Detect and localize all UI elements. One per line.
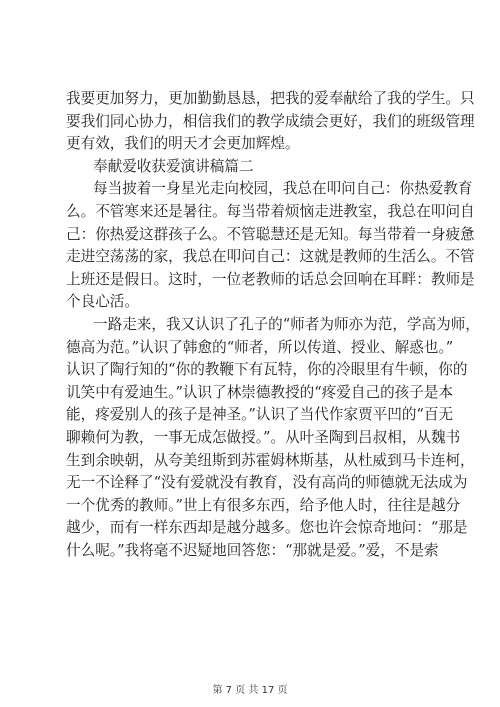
text-line: 越少，而有一样东西却是越分越多。您也许会惊奇地问：“那是 (66, 519, 468, 537)
text-line: 更有效，我们的明天才会更加辉煌。 (66, 135, 300, 153)
text-line: 什么呢。”我将毫不迟疑地回答您：“那就是爱。”爱，不是索 (66, 541, 439, 559)
text-line: 我要更加努力，更加勤勤恳恳，把我的爱奉献给了我的学生。只 (66, 90, 475, 107)
text-line: 个良心活。 (66, 293, 139, 311)
text-line: 上班还是假日。这时，一位老教师的话总会回响在耳畔：教师是 (66, 270, 475, 288)
text-line: 无一不诠释了“没有爱就没有教育，没有高尚的师德就无法成为 (66, 474, 468, 492)
text-line: 德高为范。”认识了韩愈的“师者，所以传道、授业、解惑也。” (66, 338, 454, 356)
text-line: 讥笑中有爱迪生。”认识了林崇德教授的“疼爱自己的孩子是本 (66, 383, 454, 401)
text-line: 己：你热爱这群孩子么。不管聪慧还是无知。每当带着一身疲惫 (66, 225, 475, 243)
page-footer: 第 7 页 共 17 页 (212, 685, 288, 696)
text-line: 每当披着一身星光走向校园，我总在叩问自己：你热爱教育 (93, 180, 473, 198)
text-line: 一个优秀的教师。”世上有很多东西，给予他人时，往往是越分 (66, 496, 461, 514)
text-line: 认识了陶行知的“你的教鞭下有瓦特，你的冷眼里有牛顿，你的 (66, 361, 468, 379)
paragraph-1 (66, 88, 475, 156)
paragraph-2 (66, 178, 475, 314)
text-line: 生到余映朝，从夸美纽斯到苏霍姆林斯基，从杜威到马卡连柯， (66, 451, 475, 469)
text-line: 走进空荡荡的家，我总在叩问自己：这就是教师的生活么。不管 (66, 248, 475, 266)
section-heading: 奉献爱收获爱演讲稿篇二 (93, 157, 254, 175)
paragraph-3 (66, 314, 480, 563)
text-line: 要我们同心协力，相信我们的教学成绩会更好，我们的班级管理 (66, 112, 475, 130)
text-line: 么。不管寒来还是暑往。每当带着烦恼走进教室，我总在叩问自 (66, 202, 475, 220)
body-text (66, 88, 480, 562)
text-line: 能，疼爱别人的孩子是神圣。”认识了当代作家贾平凹的“百无 (66, 406, 454, 424)
text-line: 一路走来，我又认识了孔子的“师者为师亦为范，学高为师， (93, 315, 480, 333)
text-line: 聊赖何为教，一事无成怎做授。”。从叶圣陶到吕叔相，从魏书 (66, 428, 461, 446)
